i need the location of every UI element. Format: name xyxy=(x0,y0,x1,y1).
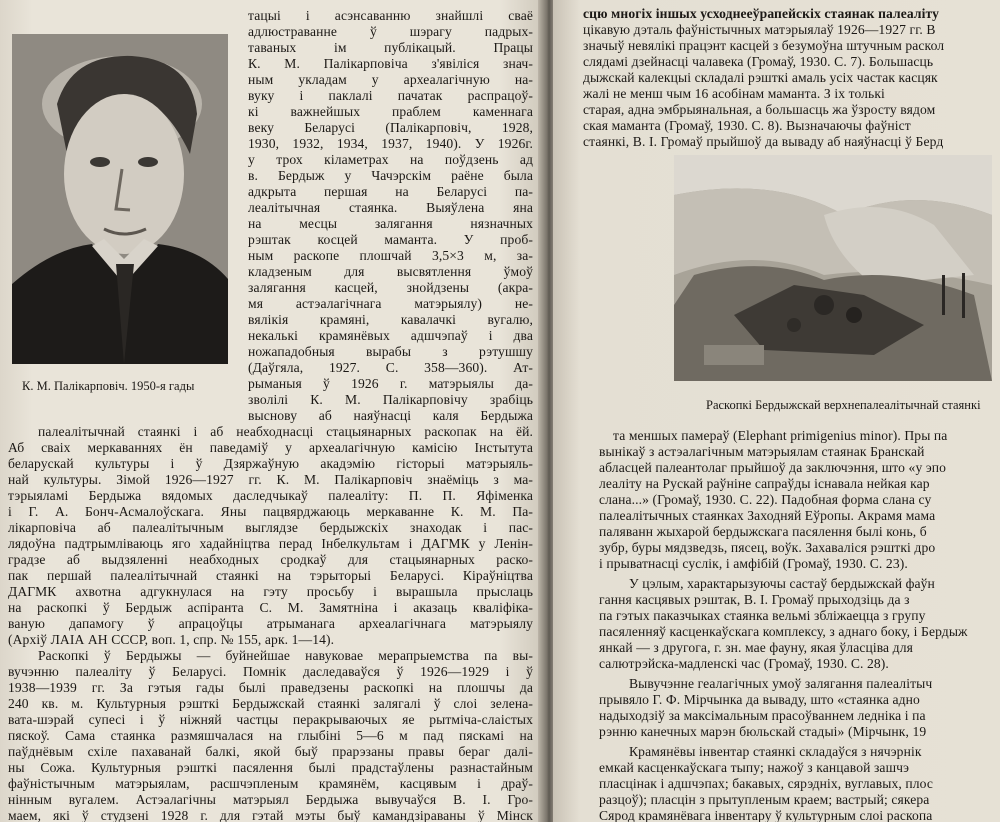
text-line: леаліту на Рускай раўніне сапраўды існавала нейкая кар xyxy=(599,476,930,491)
text-line: па гэтых паказчыках стаянка вельмі збліжаецца з групу xyxy=(599,608,926,623)
text-line: адлюстраванне ў шэрагу падрых- xyxy=(248,24,533,39)
text-line: (Даўгяла, 1927. С. 358—360). Ат- xyxy=(248,360,533,375)
text-line: Раскопкі ў Бердыжы — буйнейшае навуковае мерапрыемства па вы- xyxy=(38,648,533,663)
text-line: вучэнню палеаліту ў Беларусі. Помнік даследаваўся ў 1926—1929 і ў xyxy=(8,664,533,679)
text-line: і Г. А. Бонч-Асмалоўскага. Яны пацвярджаюць меркаванне К. М. Па- xyxy=(8,504,533,519)
text-line: стаянкі, В. І. Громаў прыйшоў да вываду аб наяўнасці ў Берд xyxy=(583,134,944,149)
text-line: выснову аб наяўнасці каля Бердыжа xyxy=(248,408,533,423)
excavation-image-icon xyxy=(674,155,992,381)
text-line: ская маманта (Громаў, 1930. С. 8). Вызначаючы фаўніст xyxy=(583,118,911,133)
text-line: пяскоў. Сама стаянка размяшчалася на глыбіні 5—6 м пад пяскамі на xyxy=(8,728,533,743)
portrait-photo xyxy=(12,34,228,364)
text-line: і прыватнасці суслік, і амфібій (Громаў, 1930. С. 23). xyxy=(599,556,908,571)
text-line: нінным вугалем. Астэалагічны матэрыял Бердыжа вывучаўся В. І. Гро- xyxy=(8,792,533,807)
text-line: таваных ім публікацый. Працы xyxy=(248,40,533,55)
text-line: сцю многіх іншых усходнееўрапейскіх стаянак палеаліту xyxy=(583,6,939,21)
text-line: рэнню канечных марэн бюльскай стадыі» (Мірчынк, 19 xyxy=(599,724,927,739)
text-line: вынікаў з астэалагічным матэрыялам стаянак Бранскай xyxy=(599,444,925,459)
text-line: палеалітычнай стаянкі і аб неабходнасці стацыянарных раскопак на ёй. xyxy=(38,424,533,439)
text-line: та меншых памераў (Elephant primigenius minor). Пры па xyxy=(613,428,948,443)
text-line: паляванн жыхарой бердыжскага пасялення былі конь, б xyxy=(599,524,927,539)
text-line: пласцінак і адшчэпах; бакавых, сярэдніх, вуглавых, плос xyxy=(599,776,933,791)
text-line: жалі не менш чым 16 асобінам маманта. З іх толькі xyxy=(583,86,885,101)
text-line: мя астэалагічнага матэрыялу) не- xyxy=(248,296,533,311)
text-line: тацыі і асэнсаванню знайшлі сваё xyxy=(248,8,533,23)
text-line: фаўністычным матэрыялам, расшчэпленым крамянём, касцявым і драў- xyxy=(8,776,533,791)
excavation-photo xyxy=(674,155,992,381)
portrait-image-icon xyxy=(12,34,228,364)
text-line: ваную дапамогу ў апрацоўцы атрыманага археалагічнага матэрыялу xyxy=(8,616,533,631)
text-line: лядоўна падтрымліваюць яго хадайніцтва перад Інбелкультам і ДАГМК у Ленін- xyxy=(8,536,533,551)
text-line: у трох кіламетрах на поўдзень ад xyxy=(248,152,533,167)
text-line: слана...» (Громаў, 1930. С. 22). Падобная форма слана су xyxy=(599,492,932,507)
text-line: надыходзіў за максімальным прасоўваннем ледніка і па xyxy=(599,708,926,723)
text-line: паўднёвым схіле пахаванай балкі, якой быў прарэзаны правы бераг далі- xyxy=(8,744,533,759)
text-line: пасяленняў касценкаўскага комплексу, з аднаго боку, і Бердыж xyxy=(599,624,968,639)
text-line: 1938—1939 гг. За гэтыя гады былі праведзены раскопкі на плошчы да xyxy=(8,680,533,695)
text-line: Крамянёвы інвентар стаянкі складаўся з нячэрнік xyxy=(629,744,922,759)
text-line: рэштак косцей маманта. У проб- xyxy=(248,232,533,247)
text-line: салютрэйска-мадленскі час (Громаў, 1930. С. 28). xyxy=(599,656,889,671)
text-line: ным раскопе плошчай 3,5×3 м, за- xyxy=(248,248,533,263)
text-line: абласцей палеантолаг прыйшоў да заключэння, што «у эпо xyxy=(599,460,947,475)
text-line: старая, адна эмбрыянальная, а большасць жа ўзросту вядом xyxy=(583,102,936,117)
text-line: емкай касценкаўскага тыпу; нажоў з канцавой зашчэ xyxy=(599,760,910,775)
text-line: дыжскай калекцыі складалі рэшткі амаль усіх частак касцяк xyxy=(583,70,938,85)
text-line: адкрыта першая на Беларусі па- xyxy=(248,184,533,199)
text-line: вялікія крамяні, кавалачкі вугалю, xyxy=(248,312,533,327)
text-line: в. Бердыж у Чачэрскім раёне была xyxy=(248,168,533,183)
text-line: ным укладам у археалагічную на- xyxy=(248,72,533,87)
text-line: ножападобныя вырабы з рэтушшу xyxy=(248,344,533,359)
text-line: веку Беларусі (Палікарповіч, 1928, xyxy=(248,120,533,135)
text-line: К. М. Палікарповіча з'явіліся знач- xyxy=(248,56,533,71)
text-line: вата-шэрай супесі і ў ніжняй частцы перакрываючых яе рытміча-слаістых xyxy=(8,712,533,727)
right-page xyxy=(553,0,1000,822)
text-line: значыў невялікі працэнт касцей з безумоўна штучным раскол xyxy=(583,38,945,53)
text-line: ны Сожа. Культурныя рэшткі пасялення былі прадстаўлены разнастайным xyxy=(8,760,533,775)
text-line: кі важнейшых праблем каменнага xyxy=(248,104,533,119)
text-line: на раскопкі ў Бердыж аспіранта С. М. Замятніна і аказаць кваліфіка- xyxy=(8,600,533,615)
text-line: разцоў); пласцін з прытупленым краем; вастрый; сякера xyxy=(599,792,930,807)
portrait-caption: К. М. Палікарповіч. 1950-я гады xyxy=(22,379,195,393)
text-line: Аб сваіх меркаваннях ён паведаміў у археалагічную камісію Інстытута xyxy=(8,440,533,455)
text-line: градзе аб выдзяленні неабходных сродкаў для стацыянарных раско- xyxy=(8,552,533,567)
text-line: (Архіў ЛАІА АН СССР, воп. 1, спр. № 155, арк. 1—14). xyxy=(8,632,335,647)
text-line: зволілі К. М. Палікарповічу зрабіць xyxy=(248,392,533,407)
text-line: некалькі крамянёвых адшчэпаў і два xyxy=(248,328,533,343)
text-line: гання касцявых рэштак, В. І. Громаў прыходзіць да з xyxy=(599,592,910,607)
text-line: Вывучэнне геалагічных умоў залягання палеалітыч xyxy=(629,676,933,691)
text-line: ДАГМК ахвотна адгукнулася на гэту просьбу і вырашыла прыслаць xyxy=(8,584,533,599)
text-line: пак першай палеалітычнай стаянкі на тэрыторыі Беларусі. Кіраўніцтва xyxy=(8,568,533,583)
text-line: леалітычная стаянка. Выяўлена яна xyxy=(248,200,533,215)
text-line: Сярод крамянёвага інвентару ў культурным слоі раскопа xyxy=(599,808,933,822)
text-line: цікавую дэталь фаўністычных матэрыялаў 1926—1927 гг. В xyxy=(583,22,936,37)
text-line: рыманыя ў 1926 г. матэрыялы да- xyxy=(248,376,533,391)
text-line: палеалітычных стаянках Заходняй Еўропы. Акрамя мама xyxy=(599,508,936,523)
text-line: маем, які ў студзені 1928 г. для гэтай мэты быў камандзіраваны ў Мінск xyxy=(8,808,533,822)
text-line: залягання касцей, знойдзены (акра- xyxy=(248,280,533,295)
text-line: прывяло Г. Ф. Мірчынка да вываду, што «стаянка адно xyxy=(599,692,920,707)
text-line: беларускай культуры і ў Дзяржаўную акадэмію гісторыі матэрыяль- xyxy=(8,456,533,471)
text-line: кладзеным для высвятлення ўмоў xyxy=(248,264,533,279)
text-line: 240 кв. м. Культурныя рэшткі Бердыжскай стаянкі залягалі ў слоі зелена- xyxy=(8,696,533,711)
text-line: най культуры. Зімой 1926—1927 гг. К. М. Палікарповіч знаёміць з ма- xyxy=(8,472,533,487)
text-line: лікарповіча аб палеалітычным выглядзе бердыжскіх знаходак і пас- xyxy=(8,520,533,535)
text-line: зубр, буры мядзведзь, пясец, воўк. Захаваліся рэшткі дро xyxy=(599,540,936,555)
text-line: на месцы залягання нязначных xyxy=(248,216,533,231)
text-line: вуку і паклалі пачатак распрацоў- xyxy=(248,88,533,103)
text-line: янкай — з другога, г. зн. мае фауну, якая ўласціва для xyxy=(599,640,913,655)
text-line: У цэлым, характарызуючы састаў бердыжскай фаўн xyxy=(629,576,935,591)
text-line: слядамі дзейнасці чалавека (Громаў, 1930. С. 7). Большасць xyxy=(583,54,934,69)
text-line: тэрыяламі Бердыжа вядомых даследчыкаў палеаліту: П. П. Яфіменка xyxy=(8,488,533,503)
excavation-caption: Раскопкі Бердыжскай верхнепалеалітычнай стаянкі xyxy=(706,398,981,412)
text-line: 1930, 1932, 1934, 1937, 1940). У 1926г. xyxy=(248,136,533,151)
